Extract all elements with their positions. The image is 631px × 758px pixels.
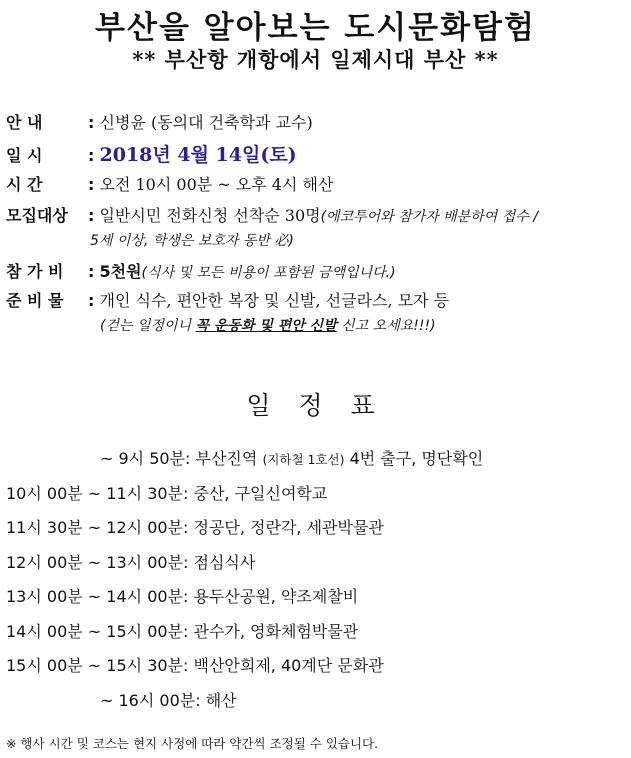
recruit-note-2: 5세 이상, 학생은 보호자 동반 必) — [90, 233, 294, 249]
footer-note: ※ 행사 시간 및 코스는 현지 사정에 따라 약간씩 조정될 수 있습니다. — [6, 736, 379, 751]
schedule-time: 10시 00분 ~ 11시 30분: — [6, 484, 194, 503]
time-label: 시 간 — [6, 175, 43, 194]
date-colon: : — [88, 146, 95, 165]
fee-row — [6, 259, 396, 282]
recruit-row — [6, 203, 538, 226]
schedule-place: 관수가, 영화체험박물관 — [193, 622, 359, 641]
schedule-place: 부산진역 — [195, 449, 263, 468]
event-title: 부산을 알아보는 도시문화탐험 — [95, 10, 536, 46]
schedule-row — [6, 550, 255, 573]
prep-label: 준 비 물 — [6, 291, 64, 310]
recruit-value: 일반시민 전화신청 선착순 30명 — [99, 206, 321, 225]
prep-note-emphasis: 꼭 운동화 및 편안 신발 — [195, 318, 337, 334]
guide-value: 신병윤 (동의대 건축학과 교수) — [99, 113, 313, 132]
time-row — [6, 172, 333, 195]
schedule-place: 용두산공원, 약조제찰비 — [193, 587, 359, 606]
guide-row — [6, 110, 313, 133]
event-subtitle: ** 부산항 개항에서 일제시대 부산 ** — [132, 47, 499, 72]
schedule-time: 13시 00분 ~ 14시 00분: — [6, 587, 194, 606]
prep-note — [100, 315, 436, 335]
time-value: 오전 10시 00분 ~ 오후 4시 해산 — [99, 175, 334, 194]
schedule-time: 15시 00분 ~ 15시 30분: — [6, 656, 194, 675]
recruit-colon: : — [88, 206, 95, 225]
schedule-after: 4번 출구, 명단확인 — [344, 449, 484, 468]
date-label: 일 시 — [6, 146, 43, 165]
fee-label: 참 가 비 — [6, 262, 64, 281]
schedule-place: 정공단, 정란각, 세관박물관 — [193, 518, 384, 537]
time-colon: : — [88, 175, 95, 194]
schedule-row — [100, 446, 483, 469]
date-row — [6, 140, 297, 167]
prep-row — [6, 288, 449, 311]
schedule-place: 중산, 구일신여학교 — [193, 484, 328, 503]
prep-note-pre: (걷는 일정이니 — [100, 318, 196, 334]
fee-note: (식사 및 모든 비용이 포함된 금액입니다.) — [141, 265, 396, 281]
prep-value: 개인 식수, 편안한 복장 및 신발, 선글라스, 모자 등 — [99, 291, 450, 310]
schedule-time: 12시 00분 ~ 13시 00분: — [6, 553, 194, 572]
schedule-place: 해산 — [205, 691, 237, 710]
recruit-note-1: (에코투어와 참가자 배분하여 접수 / — [320, 209, 538, 225]
prep-note-post: 신고 오세요!!!) — [336, 318, 436, 334]
schedule-time: 14시 00분 ~ 15시 00분: — [6, 622, 194, 641]
schedule-row — [6, 515, 384, 538]
guide-label: 안 내 — [6, 113, 43, 132]
fee-colon: : — [88, 262, 95, 281]
schedule-place: 백산안희제, 40계단 문화관 — [193, 656, 384, 675]
schedule-title: 일 정 표 — [246, 391, 385, 420]
schedule-row — [6, 619, 358, 642]
schedule-time: 11시 30분 ~ 12시 00분: — [6, 518, 194, 537]
prep-colon: : — [88, 291, 95, 310]
fee-value: 5천원 — [99, 262, 142, 281]
schedule-place: 점심식사 — [193, 553, 256, 572]
schedule-time: ~ 16시 00분: — [100, 691, 206, 710]
schedule-row — [6, 653, 384, 676]
guide-colon: : — [88, 113, 95, 132]
recruit-label: 모집대상 — [6, 206, 68, 225]
schedule-sub: (지하철 1호선) — [262, 452, 345, 467]
schedule-row — [6, 481, 327, 504]
schedule-row — [6, 584, 358, 607]
schedule-row — [100, 688, 237, 711]
schedule-time: ~ 9시 50분: — [100, 449, 196, 468]
date-value: 2018년 4월 14일(토) — [99, 144, 297, 166]
